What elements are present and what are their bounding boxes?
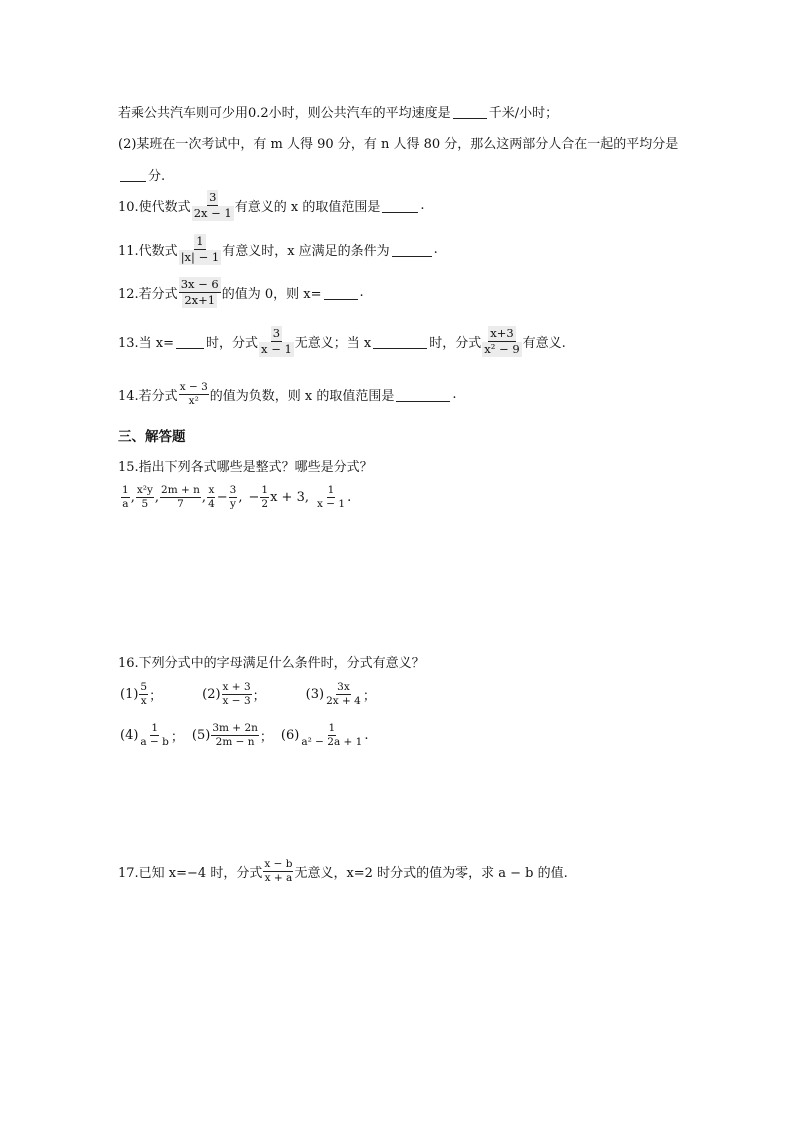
q9-continuation: 若乘公共汽车则可少用0.2小时，则公共汽车的平均速度是 千米/小时； <box>118 106 559 121</box>
fraction: 5 x <box>140 681 148 707</box>
fraction: x − 3 x² <box>179 381 208 407</box>
fraction: 1 x − 1 <box>316 484 346 510</box>
q9-part2-cont: 分. <box>118 165 165 184</box>
fraction: 1 a − b <box>140 722 169 748</box>
question-15-expressions: 1 a , x²y 5 , 2m + n 7 , x 4 − $\frac{3}{y}$ , − $\frac{1}{2}$ x + 3 , 1 x − 1 . <box>122 484 352 510</box>
fraction: x 4 <box>208 484 215 510</box>
answer-blank <box>373 334 427 349</box>
question-15: 15.指出下列各式哪些是整式？哪些是分式？ <box>118 460 373 475</box>
fraction: 1 a² − 2a + 1 <box>301 722 363 748</box>
question-11: 11.代数式 1 |x| − 1 有意义时，x 应满足的条件为 . <box>118 234 438 264</box>
question-16: 16.下列分式中的字母满足什么条件时，分式有意义？ <box>118 656 425 671</box>
section-heading: 三、解答题 <box>118 429 186 445</box>
answer-blank <box>176 334 204 349</box>
question-16-row-2: (4) 1 a − b ； (5) 3m + 2n 2m − n ； (6) 1 a² − 2a + 1 . <box>120 722 369 748</box>
answer-blank <box>324 285 358 300</box>
fraction: $\frac{3}{y}$ <box>229 484 237 510</box>
question-16-row-1: (1) 5 x ； (2) x + 3 x − 3 ； (3) 3x 2x + 4 ； <box>120 681 376 707</box>
q9-part2: (2)某班在一次考试中，有 m 人得 90 分，有 n 人得 80 分，那么这两部分人合在一起的平均分是 <box>118 137 679 152</box>
answer-blank <box>120 167 146 182</box>
answer-blank <box>392 242 432 257</box>
fraction: 1 |x| − 1 <box>180 234 220 264</box>
answer-blank <box>453 104 487 119</box>
question-12: 12.若分式 3x − 6 2x+1 的值为 0，则 x= . <box>118 277 364 307</box>
fraction: 1 a <box>122 484 129 510</box>
fraction: 3 2x − 1 <box>193 190 232 220</box>
question-17: 17.已知 x=−4 时，分式 x − b x + a 无意义，x=2 时分式的值为零，求 a − b 的值. <box>118 858 568 884</box>
fraction: 3x − 6 2x+1 <box>180 277 219 307</box>
answer-blank <box>396 387 450 402</box>
fraction: x − b x + a <box>264 858 293 884</box>
question-10: 10.使代数式 3 2x − 1 有意义的 x 的取值范围是 . <box>118 190 425 220</box>
fraction: x + 3 x − 3 <box>222 681 251 707</box>
fraction: $\frac{1}{2}$ <box>261 484 269 510</box>
fraction: 3m + 2n 2m − n <box>212 722 258 748</box>
answer-blank <box>382 198 418 213</box>
fraction: 2m + n 7 <box>161 484 200 510</box>
question-14: 14.若分式 x − 3 x² 的值为负数，则 x 的取值范围是 . <box>118 381 457 407</box>
question-13: 13.当 x= 时，分式 3 x − 1 无意义；当 x 时，分式 x+3 x² − 9 有意义. <box>118 326 566 356</box>
fraction: x+3 x² − 9 <box>484 326 520 356</box>
fraction: 3 x − 1 <box>261 326 292 356</box>
fraction: 3x 2x + 4 <box>326 681 361 707</box>
fraction: x²y 5 <box>136 484 153 510</box>
